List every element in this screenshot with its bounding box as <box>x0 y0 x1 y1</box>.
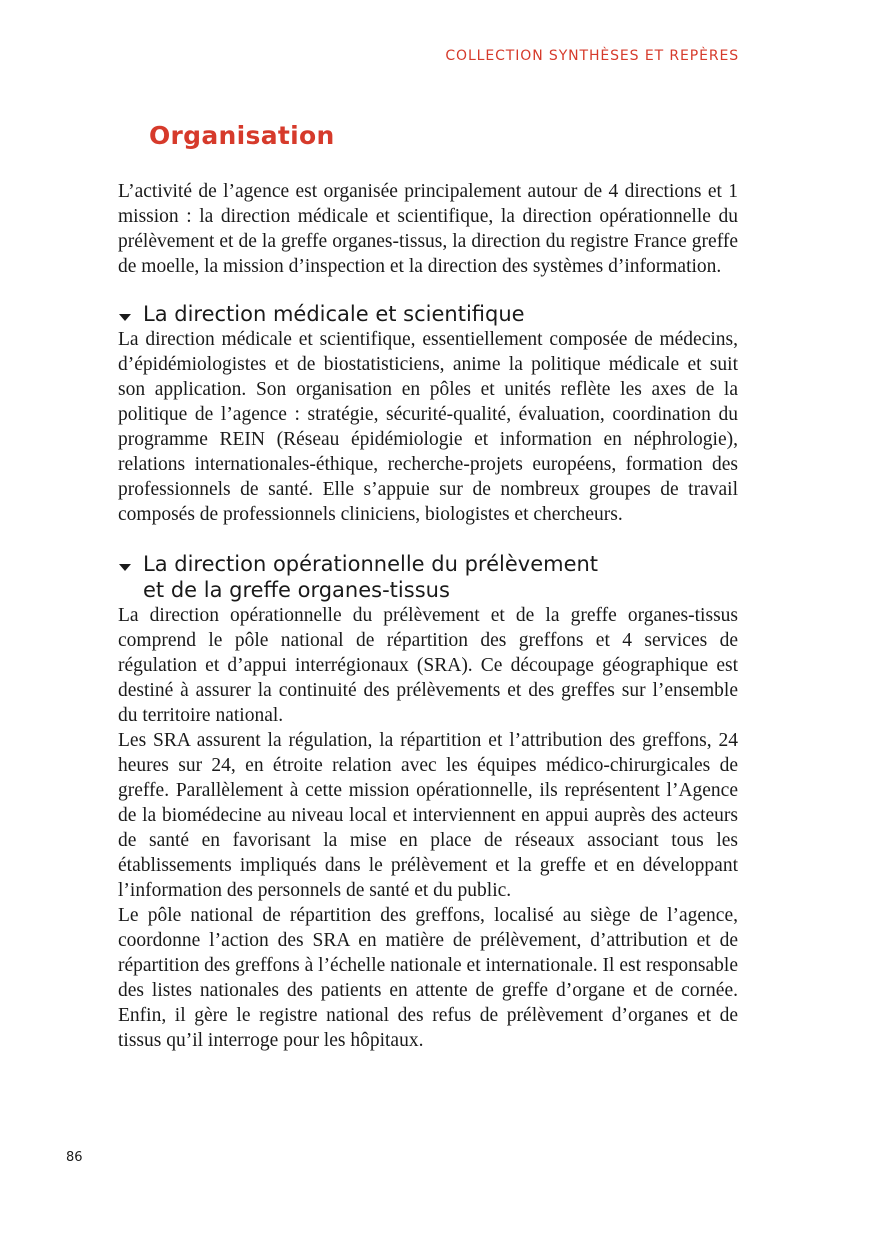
subsection-heading-line-1: La direction opérationnelle du prélèvement <box>143 552 599 576</box>
subsection-operational <box>118 551 738 1053</box>
subsection-paragraph: La direction médicale et scientifique, essentiellement composée de médecins, d’épidémiologistes et de biostatisticiens, anime la politique médicale et suit son application. Son organisation en pôles et unités reflète les axes de la politique de l’agence : stratégie, sécurité-qualité, évaluation, coordination du programme REIN (Réseau épidémiologie et information en néphrologie), relations internationales-éthique, recherche-projets européens, formation des professionnels de santé. Elle s’appuie sur de nombreux groupes de travail composés de professionnels cliniciens, biologistes et chercheurs. <box>118 329 738 525</box>
triangle-down-icon <box>119 314 131 321</box>
subsection-paragraph: La direction opérationnelle du prélèvement et de la greffe organes-tissus comprend le pôle national de répartition des greffons et 4 services de régulation et d’appui interrégionaux (SRA). Ce découpage géographique est destiné à assurer la continuité des prélèvements et des greffes sur l’ensemble du territoire national. <box>118 605 738 726</box>
subsection-medical-scientific <box>118 301 738 527</box>
subsection-paragraph: Les SRA assurent la régulation, la répartition et l’attribution des greffons, 24 heures sur 24, en étroite relation avec les équipes médico-chirurgicales de greffe. Parallèlement à cette mission opérationnelle, ils représentent l’Agence de la biomédecine au niveau local et interviennent en appui auprès des acteurs de santé en favorisant la mise en place de réseaux associant tous les établissements impliqués dans le prélèvement et la greffe et en développant l’information des personnels de santé et du public. <box>118 730 738 901</box>
subsection-paragraph: Le pôle national de répartition des greffons, localisé au siège de l’agence, coordonne l’action des SRA en matière de prélèvement, d’attribution et de répartition des greffons à l’échelle nationale et internationale. Il est responsable des listes nationales des patients en attente de greffe d’organe et de cornée. Enfin, il gère le registre national des refus de prélèvement d’organes et de tissus qu’il interroge pour les hôpitaux. <box>118 905 738 1051</box>
subsection-heading-line-2: et de la greffe organes-tissus <box>143 578 450 602</box>
subsection-heading <box>118 551 738 603</box>
running-header: COLLECTION SYNTHÈSES ET REPÈRES <box>445 48 739 64</box>
intro-block <box>118 179 738 279</box>
section-title: Organisation <box>149 121 335 150</box>
page-number: 86 <box>66 1150 83 1165</box>
triangle-down-icon <box>119 564 131 571</box>
subsection-heading-text: La direction médicale et scientifique <box>143 302 525 326</box>
subsection-heading <box>118 301 738 327</box>
intro-paragraph: L’activité de l’agence est organisée principalement autour de 4 directions et 1 mission : la direction médicale et scientifique, la direction opérationnelle du prélèvement et de la greffe organes-tissus, la direction du registre France greffe de moelle, la mission d’inspection et la direction des systèmes d’information. <box>118 181 738 277</box>
